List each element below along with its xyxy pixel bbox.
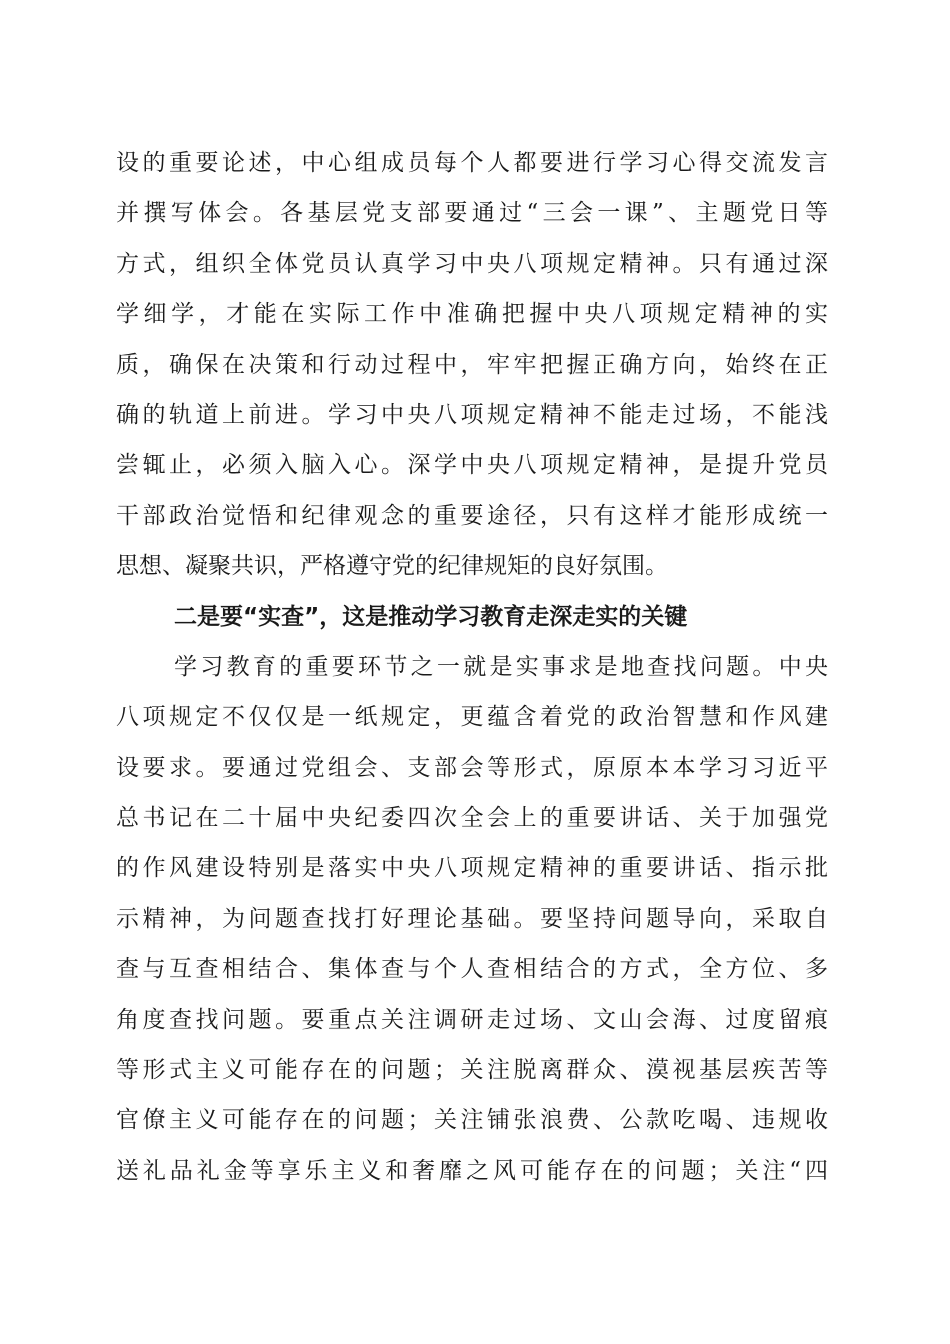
text-line-6: 确的轨道上前进。学习中央八项规定精神不能走过场，不能浅	[116, 401, 828, 428]
text-line-8: 干部政治觉悟和纪律观念的重要途径，只有这样才能形成统一	[116, 502, 828, 529]
text-line-7: 尝辄止，必须入脑入心。深学中央八项规定精神，是提升党员	[116, 452, 828, 479]
text-line-19: 等形式主义可能存在的问题；关注脱离群众、漠视基层疾苦等	[116, 1057, 828, 1084]
text-line-16: 示精神，为问题查找打好理论基础。要坚持问题导向，采取自	[116, 905, 828, 932]
text-line-21: 送礼品礼金等享乐主义和奢靡之风可能存在的问题；关注“四	[116, 1157, 828, 1184]
text-line-12: 八项规定不仅仅是一纸规定，更蕴含着党的政治智慧和作风建	[116, 704, 828, 731]
text-line-5: 质，确保在决策和行动过程中，牢牢把握正确方向，始终在正	[116, 351, 828, 378]
text-line-3: 方式，组织全体党员认真学习中央八项规定精神。只有通过深	[116, 250, 828, 277]
section-heading: 二是要“实查”，这是推动学习教育走深走实的关键	[174, 603, 688, 630]
text-line-4: 学细学，才能在实际工作中准确把握中央八项规定精神的实	[116, 301, 828, 328]
body-text	[116, 138, 828, 1196]
text-line-1: 设的重要论述，中心组成员每个人都要进行学习心得交流发言	[116, 150, 828, 176]
text-line-20: 官僚主义可能存在的问题；关注铺张浪费、公款吃喝、违规收	[116, 1107, 828, 1134]
text-line-17: 查与互查相结合、集体查与个人查相结合的方式，全方位、多	[116, 956, 828, 983]
text-line-2: 并撰写体会。各基层党支部要通过“三会一课”、主题党日等	[116, 200, 828, 227]
text-line-18: 角度查找问题。要重点关注调研走过场、文山会海、过度留痕	[116, 1006, 828, 1033]
text-line-14: 总书记在二十届中央纪委四次全会上的重要讲话、关于加强党	[116, 805, 828, 832]
text-line-9: 思想、凝聚共识，严格遵守党的纪律规矩的良好氛围。	[116, 553, 668, 580]
text-line-15: 的作风建设特别是落实中央八项规定精神的重要讲话、指示批	[116, 855, 828, 882]
text-line-13: 设要求。要通过党组会、支部会等形式，原原本本学习习近平	[116, 754, 828, 781]
text-line-11: 学习教育的重要环节之一就是实事求是地查找问题。中央	[174, 653, 828, 680]
